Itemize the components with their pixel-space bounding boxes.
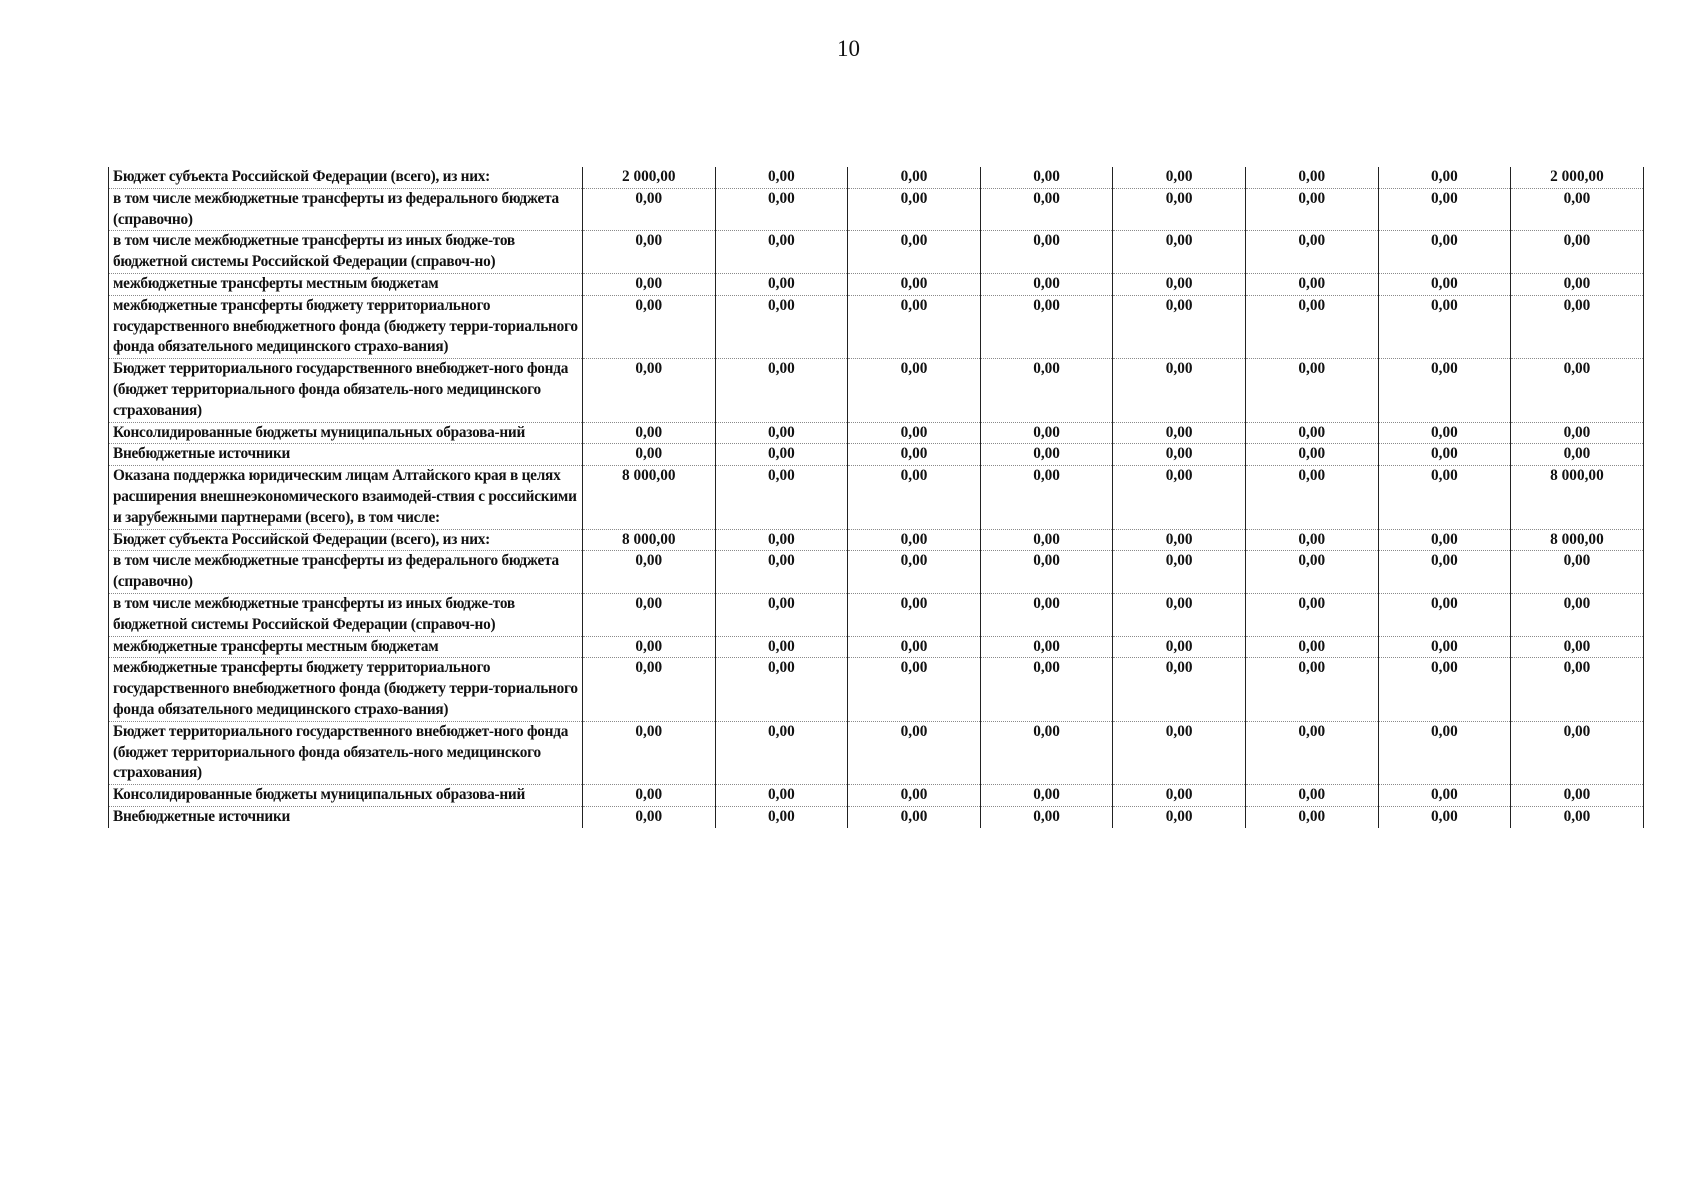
value-cell: 0,00 [848,188,981,231]
table-row [109,444,1644,466]
table-row [109,529,1644,551]
value-cell: 0,00 [1378,551,1511,594]
value-cell: 0,00 [980,529,1113,551]
value-cell: 0,00 [848,231,981,274]
value-cell: 0,00 [1511,188,1644,231]
value-cell: 0,00 [1113,636,1246,658]
value-cell: 0,00 [848,529,981,551]
row-label: Бюджет территориального государственного внебюджет-ного фонда (бюджет территориального фонда обязатель-ного медицинского страхования) [109,721,583,784]
value-cell: 0,00 [1245,721,1378,784]
value-cell: 0,00 [1511,785,1644,807]
value-cell: 2 000,00 [1511,167,1644,188]
value-cell: 0,00 [715,551,848,594]
value-cell: 0,00 [715,422,848,444]
value-cell: 0,00 [583,593,716,636]
value-cell: 0,00 [1245,359,1378,422]
value-cell: 0,00 [1511,551,1644,594]
value-cell: 0,00 [1511,295,1644,358]
value-cell: 0,00 [1245,636,1378,658]
value-cell: 0,00 [583,295,716,358]
row-label: Оказана поддержка юридическим лицам Алтайского края в целях расширения внешнеэкономического взаимодей-ствия с российскими и зарубежными партнерами (всего), в том числе: [109,466,583,529]
value-cell: 0,00 [715,295,848,358]
table-row [109,658,1644,721]
value-cell: 0,00 [1113,466,1246,529]
value-cell: 0,00 [1378,444,1511,466]
value-cell: 0,00 [848,167,981,188]
value-cell: 0,00 [1378,636,1511,658]
budget-table-body [109,167,1644,828]
table-row [109,188,1644,231]
value-cell: 8 000,00 [1511,529,1644,551]
value-cell: 0,00 [583,422,716,444]
value-cell: 0,00 [980,444,1113,466]
value-cell: 0,00 [1245,785,1378,807]
value-cell: 0,00 [980,806,1113,827]
value-cell: 2 000,00 [583,167,716,188]
value-cell: 0,00 [1113,593,1246,636]
value-cell: 8 000,00 [583,529,716,551]
value-cell: 0,00 [980,658,1113,721]
value-cell: 0,00 [1245,551,1378,594]
value-cell: 0,00 [980,551,1113,594]
table-row [109,295,1644,358]
value-cell: 0,00 [583,636,716,658]
value-cell: 0,00 [848,785,981,807]
value-cell: 0,00 [848,444,981,466]
value-cell: 0,00 [1511,636,1644,658]
value-cell: 0,00 [1245,529,1378,551]
value-cell: 0,00 [980,466,1113,529]
value-cell: 0,00 [1245,295,1378,358]
value-cell: 0,00 [1378,593,1511,636]
value-cell: 0,00 [715,273,848,295]
value-cell: 0,00 [1511,593,1644,636]
value-cell: 0,00 [583,359,716,422]
value-cell: 0,00 [715,529,848,551]
value-cell: 0,00 [1113,295,1246,358]
value-cell: 0,00 [1245,658,1378,721]
value-cell: 0,00 [583,658,716,721]
value-cell: 0,00 [583,444,716,466]
value-cell: 0,00 [1511,273,1644,295]
table-row [109,359,1644,422]
table-row [109,806,1644,827]
table-row [109,593,1644,636]
page-number: 10 [837,36,860,61]
value-cell: 0,00 [1378,273,1511,295]
row-label: межбюджетные трансферты местным бюджетам [109,636,583,658]
value-cell: 0,00 [1113,658,1246,721]
value-cell: 0,00 [1113,444,1246,466]
value-cell: 0,00 [1113,167,1246,188]
value-cell: 0,00 [1511,422,1644,444]
budget-table [108,167,1644,828]
value-cell: 0,00 [1113,359,1246,422]
value-cell: 0,00 [980,273,1113,295]
value-cell: 0,00 [848,422,981,444]
value-cell: 0,00 [583,551,716,594]
value-cell: 0,00 [980,721,1113,784]
value-cell: 0,00 [1378,721,1511,784]
table-row [109,466,1644,529]
value-cell: 0,00 [715,593,848,636]
value-cell: 0,00 [715,444,848,466]
value-cell: 0,00 [1511,231,1644,274]
value-cell: 0,00 [848,658,981,721]
value-cell: 0,00 [980,593,1113,636]
table-row [109,785,1644,807]
row-label: Консолидированные бюджеты муниципальных образова-ний [109,785,583,807]
value-cell: 0,00 [715,466,848,529]
row-label: Бюджет субъекта Российской Федерации (всего), из них: [109,529,583,551]
value-cell: 0,00 [980,785,1113,807]
value-cell: 0,00 [980,231,1113,274]
row-label: Бюджет территориального государственного внебюджет-ного фонда (бюджет территориального фонда обязатель-ного медицинского страхования) [109,359,583,422]
value-cell: 0,00 [848,359,981,422]
value-cell: 0,00 [1511,721,1644,784]
value-cell: 0,00 [583,188,716,231]
value-cell: 0,00 [848,721,981,784]
value-cell: 0,00 [1378,785,1511,807]
value-cell: 0,00 [1378,658,1511,721]
value-cell: 0,00 [1113,721,1246,784]
row-label: межбюджетные трансферты бюджету территориального государственного внебюджетного фонда (бюджету терри-ториального фонда обязательного медицинского страхо-вания) [109,658,583,721]
value-cell: 0,00 [848,551,981,594]
value-cell: 0,00 [1378,359,1511,422]
value-cell: 0,00 [1113,529,1246,551]
value-cell: 0,00 [848,593,981,636]
table-row [109,231,1644,274]
value-cell: 0,00 [1245,806,1378,827]
value-cell: 0,00 [715,721,848,784]
value-cell: 0,00 [583,231,716,274]
value-cell: 0,00 [980,295,1113,358]
value-cell: 0,00 [715,167,848,188]
table-row [109,636,1644,658]
value-cell: 0,00 [848,273,981,295]
value-cell: 0,00 [1245,231,1378,274]
row-label: межбюджетные трансферты бюджету территориального государственного внебюджетного фонда (бюджету терри-ториального фонда обязательного медицинского страхо-вания) [109,295,583,358]
value-cell: 0,00 [583,273,716,295]
value-cell: 0,00 [1378,167,1511,188]
row-label: Внебюджетные источники [109,444,583,466]
value-cell: 0,00 [980,188,1113,231]
table-row [109,273,1644,295]
value-cell: 0,00 [848,466,981,529]
value-cell: 0,00 [1113,785,1246,807]
value-cell: 0,00 [1245,422,1378,444]
table-row [109,721,1644,784]
value-cell: 0,00 [1378,188,1511,231]
table-row [109,167,1644,188]
value-cell: 0,00 [1113,806,1246,827]
value-cell: 0,00 [1511,359,1644,422]
value-cell: 0,00 [980,636,1113,658]
value-cell: 0,00 [1245,444,1378,466]
value-cell: 0,00 [1511,444,1644,466]
table-row [109,551,1644,594]
value-cell: 0,00 [1245,466,1378,529]
value-cell: 0,00 [1113,231,1246,274]
value-cell: 0,00 [1378,295,1511,358]
row-label: Бюджет субъекта Российской Федерации (всего), из них: [109,167,583,188]
value-cell: 0,00 [1378,529,1511,551]
value-cell: 0,00 [1378,422,1511,444]
value-cell: 0,00 [1113,188,1246,231]
value-cell: 0,00 [1113,422,1246,444]
value-cell: 0,00 [715,636,848,658]
value-cell: 0,00 [583,806,716,827]
value-cell: 0,00 [848,806,981,827]
row-label: межбюджетные трансферты местным бюджетам [109,273,583,295]
value-cell: 0,00 [1245,188,1378,231]
value-cell: 0,00 [715,785,848,807]
value-cell: 0,00 [715,359,848,422]
value-cell: 0,00 [1245,167,1378,188]
row-label: в том числе межбюджетные трансферты из федерального бюджета (справочно) [109,188,583,231]
value-cell: 0,00 [1511,658,1644,721]
value-cell: 8 000,00 [1511,466,1644,529]
value-cell: 0,00 [980,167,1113,188]
value-cell: 0,00 [1378,806,1511,827]
row-label: в том числе межбюджетные трансферты из иных бюдже-тов бюджетной системы Российской Федерации (справоч-но) [109,231,583,274]
value-cell: 0,00 [848,636,981,658]
value-cell: 0,00 [1245,593,1378,636]
value-cell: 8 000,00 [583,466,716,529]
value-cell: 0,00 [848,295,981,358]
value-cell: 0,00 [1378,231,1511,274]
value-cell: 0,00 [1378,466,1511,529]
value-cell: 0,00 [715,806,848,827]
row-label: в том числе межбюджетные трансферты из федерального бюджета (справочно) [109,551,583,594]
value-cell: 0,00 [715,658,848,721]
value-cell: 0,00 [1113,551,1246,594]
value-cell: 0,00 [1245,273,1378,295]
table-row [109,422,1644,444]
value-cell: 0,00 [715,188,848,231]
value-cell: 0,00 [583,785,716,807]
value-cell: 0,00 [980,422,1113,444]
row-label: Внебюджетные источники [109,806,583,827]
value-cell: 0,00 [715,231,848,274]
value-cell: 0,00 [1511,806,1644,827]
value-cell: 0,00 [980,359,1113,422]
row-label: в том числе межбюджетные трансферты из иных бюдже-тов бюджетной системы Российской Федерации (справоч-но) [109,593,583,636]
row-label: Консолидированные бюджеты муниципальных образова-ний [109,422,583,444]
value-cell: 0,00 [1113,273,1246,295]
value-cell: 0,00 [583,721,716,784]
